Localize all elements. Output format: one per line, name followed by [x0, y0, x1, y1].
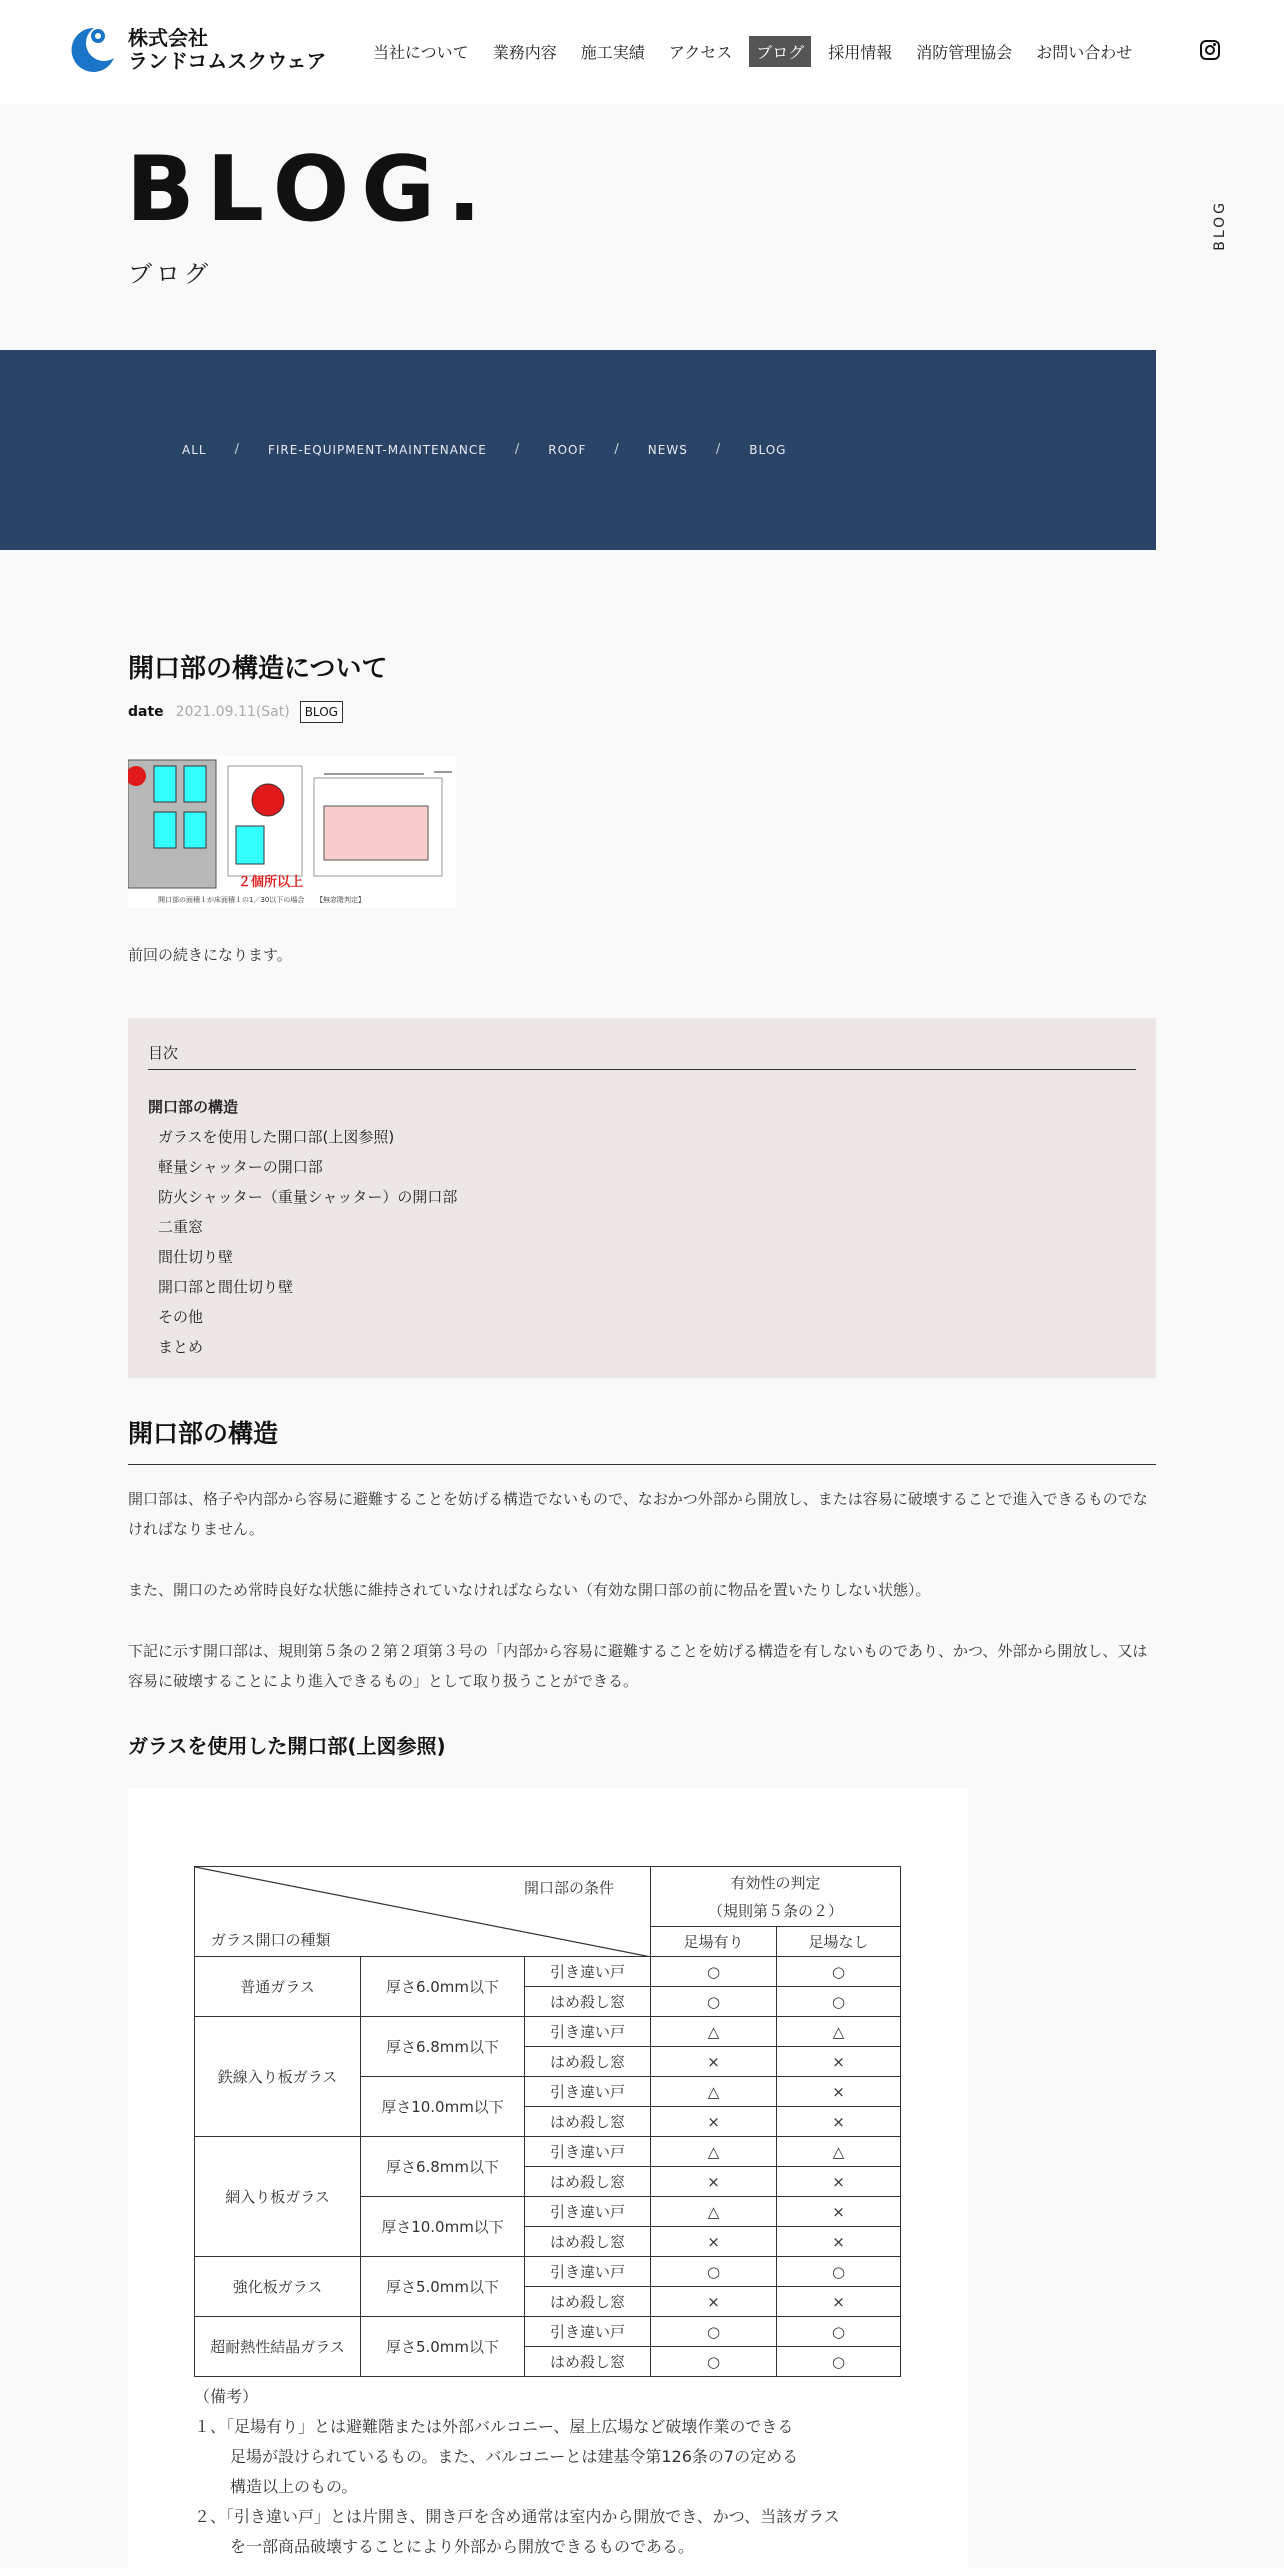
- judge-cell: ○: [651, 2317, 777, 2347]
- table-corner-cell: [195, 1867, 651, 1957]
- note-1-line-2: 足場が設けられているもの。また、バルコニーとは建基令第126条の7の定める: [230, 2447, 799, 2466]
- post-thumbnail: [128, 756, 456, 908]
- nav-about[interactable]: 当社について: [373, 43, 469, 62]
- side-label: BLOG: [1212, 200, 1228, 251]
- section-heading: 開口部の構造: [128, 1414, 1156, 1465]
- judge-cell: ○: [651, 2347, 777, 2377]
- table-notes: [194, 2382, 840, 2562]
- category-roof[interactable]: ROOF: [548, 442, 587, 457]
- judge-cell: △: [651, 2077, 777, 2107]
- category-list: [182, 442, 786, 457]
- toc-list: [148, 1092, 457, 1362]
- category-all[interactable]: ALL: [182, 442, 207, 457]
- section-paragraph-1: 開口部は、格子や内部から容易に避難することを妨げる構造でないもので、なおかつ外部から開放し、または容易に破壊することで進入できるものでなければなりません。: [128, 1490, 1148, 1538]
- window-cell: 引き違い戸: [525, 2077, 651, 2107]
- date-label: date: [128, 704, 164, 720]
- post-lead: 前回の続きになります。: [128, 946, 292, 964]
- notes-title: （備考）: [194, 2387, 259, 2406]
- nav-works[interactable]: 施工実績: [580, 43, 645, 62]
- judge-cell: △: [651, 2137, 777, 2167]
- window-cell: 引き違い戸: [525, 2017, 651, 2047]
- window-cell: はめ殺し窓: [525, 2047, 651, 2077]
- thickness-cell: 厚さ5.0mm以下: [361, 2317, 525, 2377]
- window-cell: はめ殺し窓: [525, 2227, 651, 2257]
- category-separator: /: [614, 442, 620, 457]
- thumbnail-caption: 開口部の面積１が床面積１の1／30以下の場合: [158, 896, 305, 904]
- window-cell: 引き違い戸: [525, 2257, 651, 2287]
- thumbnail-diagram: [128, 756, 456, 908]
- logo-mark-icon: [64, 22, 120, 78]
- judge-cell: ×: [777, 2167, 901, 2197]
- judge-cell: ×: [651, 2227, 777, 2257]
- subsection-heading: ガラスを使用した開口部(上図参照): [128, 1734, 446, 1758]
- glass-type-cell: 鉄線入り板ガラス: [195, 2017, 361, 2137]
- toc-item-main[interactable]: 開口部の構造: [148, 1098, 239, 1116]
- note-1-line-3: 構造以上のもの。: [230, 2477, 358, 2496]
- judge-cell: ○: [651, 2257, 777, 2287]
- logo-line-1: 株式会社: [128, 26, 208, 50]
- judge-header-1: 有効性の判定: [730, 1873, 821, 1892]
- note-1-line-1: １、「足場有り」とは避難階または外部バルコニー、屋上広場など破壊作業のできる: [194, 2417, 794, 2436]
- judge-cell: ○: [651, 1987, 777, 2017]
- judge-cell: ○: [777, 1957, 901, 1987]
- window-cell: 引き違い戸: [525, 2137, 651, 2167]
- col-no-scaffold: 足場なし: [777, 1927, 901, 1957]
- judge-cell: ○: [777, 2257, 901, 2287]
- nav-services[interactable]: 業務内容: [492, 43, 557, 62]
- section-paragraph-2: また、開口のため常時良好な状態に維持されていなければならない（有効な開口部の前に物品を置いたりしない状態）。: [128, 1581, 931, 1599]
- nav-blog[interactable]: ブログ: [749, 36, 811, 67]
- judge-cell: ×: [777, 2227, 901, 2257]
- category-separator: /: [514, 442, 521, 457]
- site-logo[interactable]: [64, 22, 326, 78]
- window-cell: はめ殺し窓: [525, 2287, 651, 2317]
- post-date: 2021.09.11(Sat): [175, 704, 290, 720]
- note-2-line-1: ２、「引き違い戸」とは片開き、開き戸を含め通常は室内から開放でき、かつ、当該ガラス: [194, 2507, 840, 2526]
- category-fire-equipment[interactable]: FIRE-EQUIPMENT-MAINTENANCE: [267, 442, 487, 457]
- glass-type-cell: 普通ガラス: [195, 1957, 361, 2017]
- glass-judgement-table-figure: [128, 1788, 968, 2568]
- post-meta: [128, 701, 343, 723]
- corner-top-label: 開口部の条件: [523, 1879, 614, 1897]
- thickness-cell: 厚さ10.0mm以下: [361, 2197, 525, 2257]
- window-cell: 引き違い戸: [525, 2197, 651, 2227]
- section-paragraph-3: 下記に示す開口部は、規則第５条の２第２項第３号の「内部から容易に避難することを妨げる構造を有しないものであり、かつ、外部から開放し、又は容易に破壊することにより進入できるもの」として取り扱うことができる。: [128, 1642, 1148, 1690]
- judge-cell: ×: [651, 2287, 777, 2317]
- toc-heading: 目次: [148, 1042, 1136, 1070]
- toc-item-partition[interactable]: 間仕切り壁: [158, 1248, 234, 1266]
- glass-type-cell: 超耐熱性結晶ガラス: [195, 2317, 361, 2377]
- judge-cell: ×: [777, 2287, 901, 2317]
- judge-cell: ×: [777, 2077, 901, 2107]
- toc-item-summary[interactable]: まとめ: [158, 1338, 204, 1356]
- judge-cell: ×: [777, 2197, 901, 2227]
- logo-text: [128, 27, 326, 73]
- judge-cell: ○: [777, 2347, 901, 2377]
- thickness-cell: 厚さ6.0mm以下: [361, 1957, 525, 2017]
- corner-bottom-label: ガラス開口の種類: [211, 1931, 331, 1949]
- judge-cell: ×: [651, 2167, 777, 2197]
- judge-cell: ×: [777, 2107, 901, 2137]
- category-news[interactable]: NEWS: [647, 442, 688, 457]
- col-scaffold: 足場有り: [651, 1927, 777, 1957]
- window-cell: 引き違い戸: [525, 1957, 651, 1987]
- toc-item-double-window[interactable]: 二重窓: [158, 1218, 204, 1236]
- thumbnail-count-label: ２個所以上: [238, 875, 304, 890]
- category-blog[interactable]: BLOG: [749, 442, 787, 457]
- main-nav: [366, 36, 1149, 67]
- window-cell: 引き違い戸: [525, 2317, 651, 2347]
- judge-cell: ×: [651, 2047, 777, 2077]
- page-title: BLOG.: [126, 137, 494, 242]
- logo-line-2: ランドコムスクウェア: [128, 49, 327, 73]
- page-subtitle: ブログ: [128, 260, 212, 288]
- judge-cell: ○: [777, 1987, 901, 2017]
- category-separator: /: [234, 442, 240, 457]
- thickness-cell: 厚さ6.8mm以下: [361, 2137, 525, 2197]
- thickness-cell: 厚さ5.0mm以下: [361, 2257, 525, 2317]
- judge-cell: ×: [651, 2107, 777, 2137]
- judge-cell: ×: [777, 2047, 901, 2077]
- nav-contact[interactable]: お問い合わせ: [1036, 43, 1133, 62]
- post-category-badge[interactable]: BLOG: [300, 701, 343, 723]
- toc-item-light-shutter[interactable]: 軽量シャッターの開口部: [158, 1158, 323, 1176]
- note-2-line-2: を一部商品破壊することにより外部から開放できるものである。: [230, 2537, 695, 2556]
- site-header: [0, 0, 1284, 104]
- instagram-icon[interactable]: [1200, 40, 1220, 60]
- window-cell: はめ殺し窓: [525, 2347, 651, 2377]
- toc-item-other[interactable]: その他: [158, 1308, 204, 1326]
- glass-type-cell: 強化板ガラス: [195, 2257, 361, 2317]
- thumbnail-caption-2: 【無窓階判定】: [316, 896, 365, 904]
- category-separator: /: [715, 442, 722, 457]
- judge-cell: △: [777, 2017, 901, 2047]
- judge-cell: △: [651, 2197, 777, 2227]
- side-label-wrap: [1212, 200, 1232, 260]
- thickness-cell: 厚さ10.0mm以下: [361, 2077, 525, 2137]
- judge-cell: △: [651, 2017, 777, 2047]
- category-bar: [0, 350, 1156, 550]
- window-cell: はめ殺し窓: [525, 1987, 651, 2017]
- nav-access[interactable]: アクセス: [668, 43, 733, 62]
- judge-cell: ○: [651, 1957, 777, 1987]
- nav-recruit[interactable]: 採用情報: [828, 43, 893, 62]
- table-of-contents: [128, 1018, 1156, 1378]
- window-cell: はめ殺し窓: [525, 2167, 651, 2197]
- judge-cell: △: [777, 2137, 901, 2167]
- toc-item-fire-shutter[interactable]: 防火シャッター（重量シャッター）の開口部: [158, 1188, 458, 1206]
- glass-judgement-table: [194, 1866, 901, 2377]
- toc-item-glass[interactable]: ガラスを使用した開口部(上図参照): [158, 1128, 395, 1146]
- nav-fire-association[interactable]: 消防管理協会: [916, 43, 1013, 62]
- judge-header: [651, 1867, 901, 1927]
- post-title: 開口部の構造について: [128, 654, 388, 684]
- window-cell: はめ殺し窓: [525, 2107, 651, 2137]
- toc-item-opening-partition[interactable]: 開口部と間仕切り壁: [158, 1278, 294, 1296]
- judge-cell: ○: [777, 2317, 901, 2347]
- glass-type-cell: 網入り板ガラス: [195, 2137, 361, 2257]
- thickness-cell: 厚さ6.8mm以下: [361, 2017, 525, 2077]
- judge-header-2: （規則第５条の２）: [707, 1901, 843, 1920]
